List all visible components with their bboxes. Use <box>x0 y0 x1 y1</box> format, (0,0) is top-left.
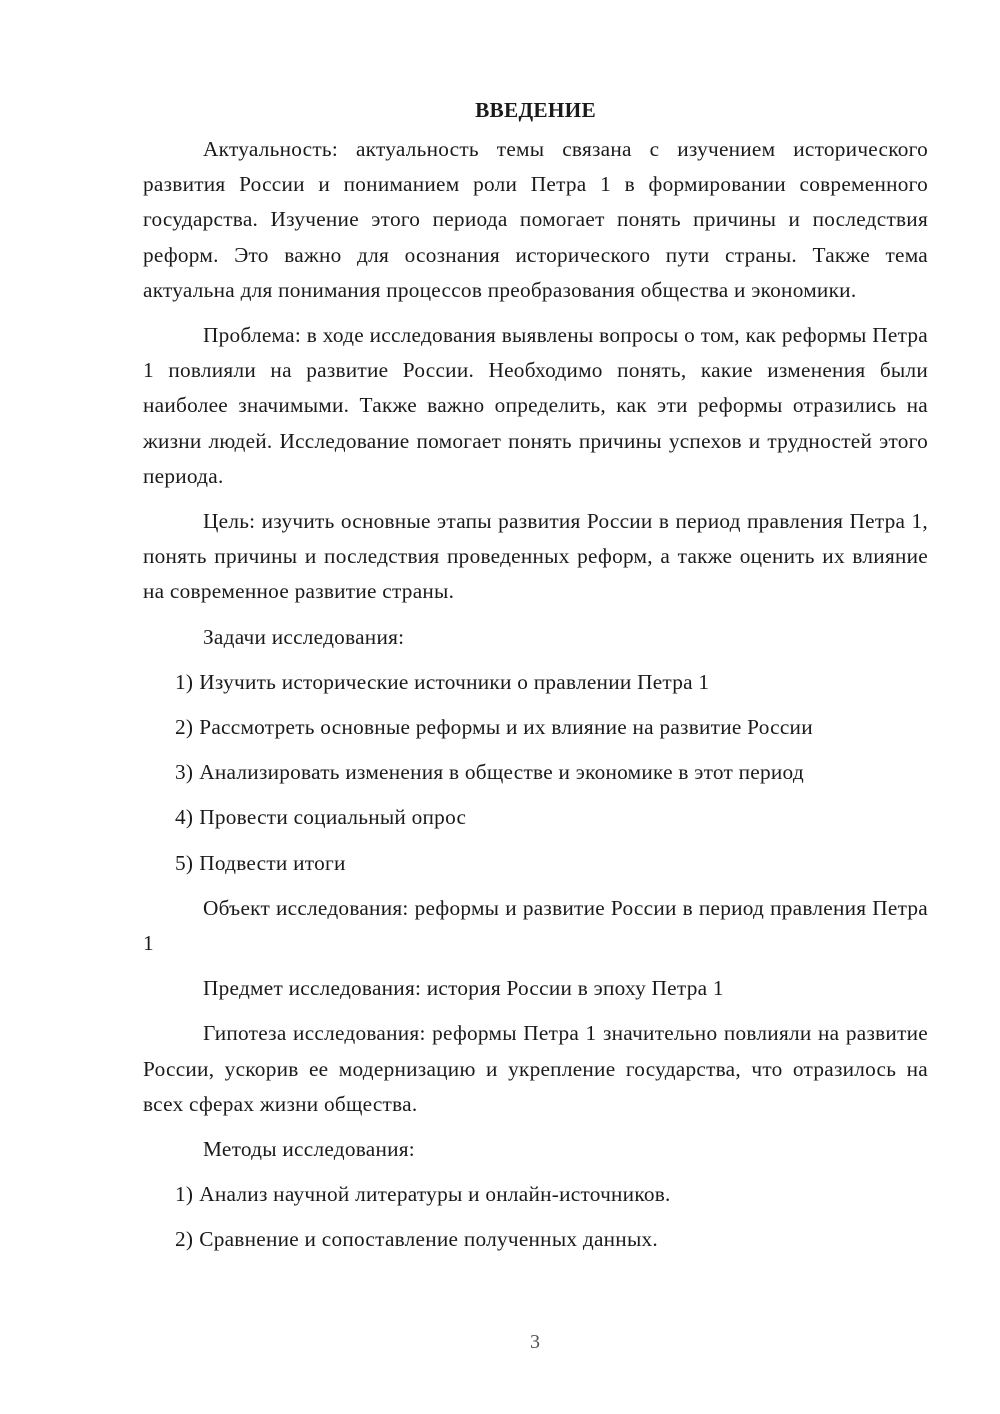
relevance-label: Актуальность: <box>203 137 339 161</box>
list-item-text: Изучить исторические источники о правлении Петра 1 <box>199 669 710 694</box>
page-number: 3 <box>530 1331 540 1353</box>
list-item <box>143 710 928 745</box>
page-title: ВВЕДЕНИЕ <box>475 98 596 122</box>
list-item-text: Подвести итоги <box>199 850 346 875</box>
hypothesis-paragraph <box>143 1016 928 1122</box>
list-item <box>143 665 928 700</box>
object-paragraph <box>143 891 928 961</box>
list-item-number: 4) <box>175 805 194 830</box>
list-item <box>143 800 928 835</box>
hypothesis-label: Гипотеза исследования: <box>203 1021 426 1046</box>
list-item-number: 3) <box>175 760 194 785</box>
hypothesis-text: реформы Петра 1 значительно повлияли на развитие России, ускорив ее модернизацию и укрепление государства, что отразилось на всех сферах жизни общества. <box>143 1021 928 1116</box>
relevance-paragraph <box>143 132 928 308</box>
list-item-text: Провести социальный опрос <box>199 805 467 830</box>
tasks-heading: Задачи исследования: <box>203 624 405 649</box>
list-item-text: Сравнение и сопоставление полученных данных. <box>199 1227 658 1252</box>
problem-label: Проблема: <box>203 323 302 348</box>
list-item <box>143 1222 928 1257</box>
problem-text: в ходе исследования выявлены вопросы о том, как реформы Петра 1 повлияли на развитие России. Необходимо понять, какие изменения были наиболее значимыми. Также важно определить, как эти реформы отразились на жизни людей. Исследование помогает понять причины успехов и трудностей этого периода. <box>143 323 928 488</box>
object-label: Объект исследования: <box>203 895 409 920</box>
relevance-text: актуальность темы связана с изучением исторического развития России и пониманием роли Петра 1 в формировании современного государства. Изучение этого периода помогает понять причины и последствия реформ. Это важно для осознания исторического пути страны. Также тема актуальна для понимания процессов преобразования общества и экономики. <box>143 137 928 302</box>
problem-paragraph <box>143 318 928 494</box>
subject-label: Предмет исследования: <box>203 976 422 1001</box>
list-item-text: Рассмотреть основные реформы и их влияние на развитие России <box>199 715 813 740</box>
list-item-number: 2) <box>175 715 194 740</box>
list-item-number: 5) <box>175 850 194 875</box>
list-item-number: 1) <box>175 1182 194 1207</box>
list-item <box>143 1177 928 1212</box>
list-item-number: 1) <box>175 669 194 694</box>
list-item-number: 2) <box>175 1227 194 1252</box>
list-item-text: Анализ научной литературы и онлайн-источников. <box>199 1182 671 1207</box>
goal-label: Цель: <box>203 509 256 534</box>
methods-list <box>143 1177 928 1257</box>
page-content <box>143 96 928 1268</box>
methods-heading: Методы исследования: <box>203 1137 415 1162</box>
subject-paragraph <box>143 971 928 1006</box>
object-text: реформы и развитие России в период правления Петра 1 <box>143 895 929 956</box>
list-item <box>143 755 928 790</box>
goal-text: изучить основные этапы развития России в период правления Петра 1, понять причины и последствия проведенных реформ, а также оценить их влияние на современное развитие страны. <box>143 509 928 604</box>
list-item <box>143 846 928 881</box>
list-item-text: Анализировать изменения в обществе и экономике в этот период <box>199 760 804 785</box>
goal-paragraph <box>143 504 928 610</box>
tasks-list <box>143 665 928 881</box>
subject-text: история России в эпоху Петра 1 <box>426 976 724 1001</box>
